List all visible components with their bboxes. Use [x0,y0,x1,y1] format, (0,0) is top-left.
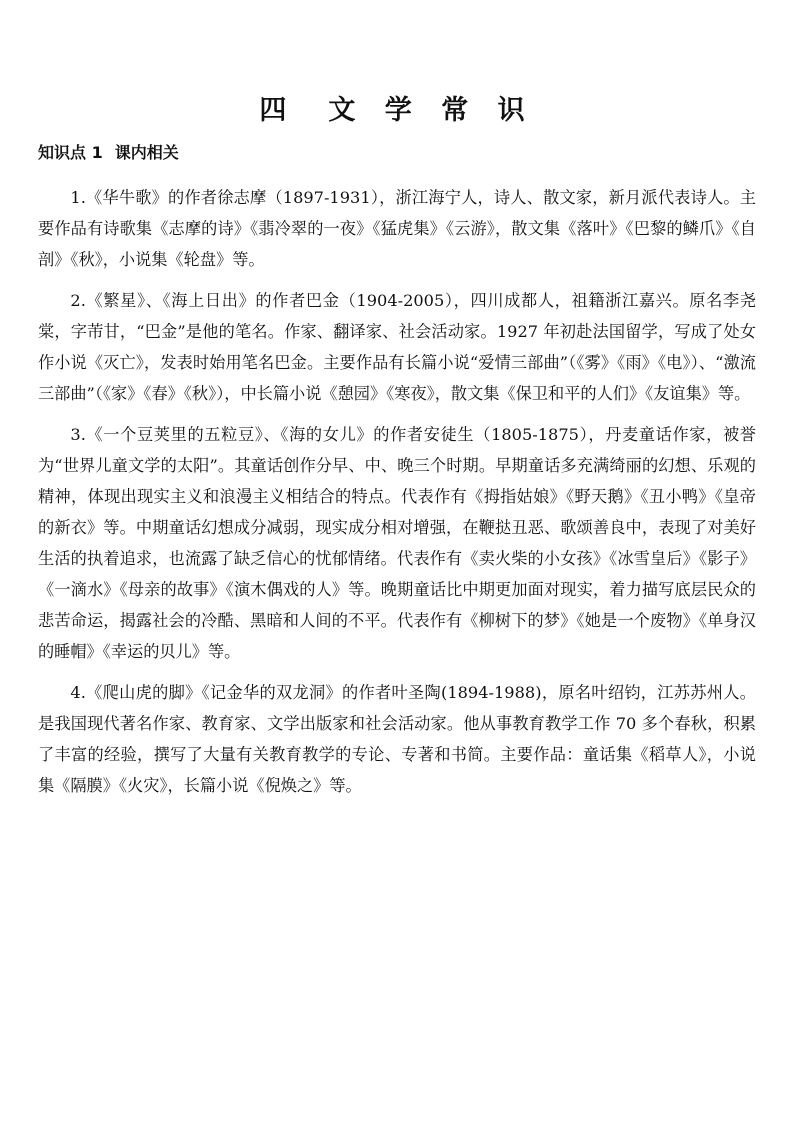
content-body [38,182,756,811]
title-number: 四 [259,95,297,126]
page-title [0,88,794,127]
section-heading [38,140,179,163]
title-text: 文 学 常 识 [328,95,535,126]
section-title: 课内相关 [114,143,179,162]
paragraph-1: 1.《华牛歌》的作者徐志摩（1897-1931），浙江海宁人，诗人、散文家，新月派代表诗人。主要作品有诗歌集《志摩的诗》《翡冷翠的一夜》《猛虎集》《云游》，散文集《落叶》《巴黎的鳞爪》《自剖》《秋》，小说集《轮盘》等。 [38,188,756,269]
paragraph-2: 2.《繁星》、《海上日出》的作者巴金（1904-2005），四川成都人，祖籍浙江嘉兴。原名李尧棠，字芾甘，“巴金”是他的笔名。作家、翻译家、社会活动家。1927 年初赴法国留学，写成了处女作小说《灭亡》，发表时始用笔名巴金。主要作品有长篇小说“爱情三部曲”（《雾》《雨》《电》）、“激流三部曲”（《家》《春》《秋》），中长篇小说《憩园》《寒夜》，散文集《保卫和平的人们》《友谊集》等。 [38,291,756,403]
paragraph-4: 4.《爬山虎的脚》《记金华的双龙洞》的作者叶圣陶(1894-1988)，原名叶绍钧，江苏苏州人。是我国现代著名作家、教育家、文学出版家和社会活动家。他从事教育教学工作 70 多个春秋，积累了丰富的经验，撰写了大量有关教育教学的专论、专著和书简。主要作品：童话集《稻草人》，小说集《隔膜》《火灾》，长篇小说《倪焕之》等。 [38,683,756,795]
section-label: 知识点 1 [38,143,103,162]
paragraph-3: 3.《一个豆荚里的五粒豆》、《海的女儿》的作者安徒生（1805-1875），丹麦童话作家，被誉为“世界儿童文学的太阳”。其童话创作分早、中、晚三个时期。早期童话多充满绮丽的幻想、乐观的精神，体现出现实主义和浪漫主义相结合的特点。代表作有《拇指姑娘》《野天鹅》《丑小鸭》《皇帝的新衣》等。中期童话幻想成分减弱，现实成分相对增强，在鞭挞丑恶、歌颂善良中，表现了对美好生活的执着追求，也流露了缺乏信心的忧郁情绪。代表作有《卖火柴的小女孩》《冰雪皇后》《影子》《一滴水》《母亲的故事》《演木偶戏的人》等。晚期童话比中期更加面对现实，着力描写底层民众的悲苦命运，揭露社会的冷酷、黑暗和人间的不平。代表作有《柳树下的梦》《她是一个废物》《单身汉的睡帽》《幸运的贝儿》等。 [38,425,756,661]
